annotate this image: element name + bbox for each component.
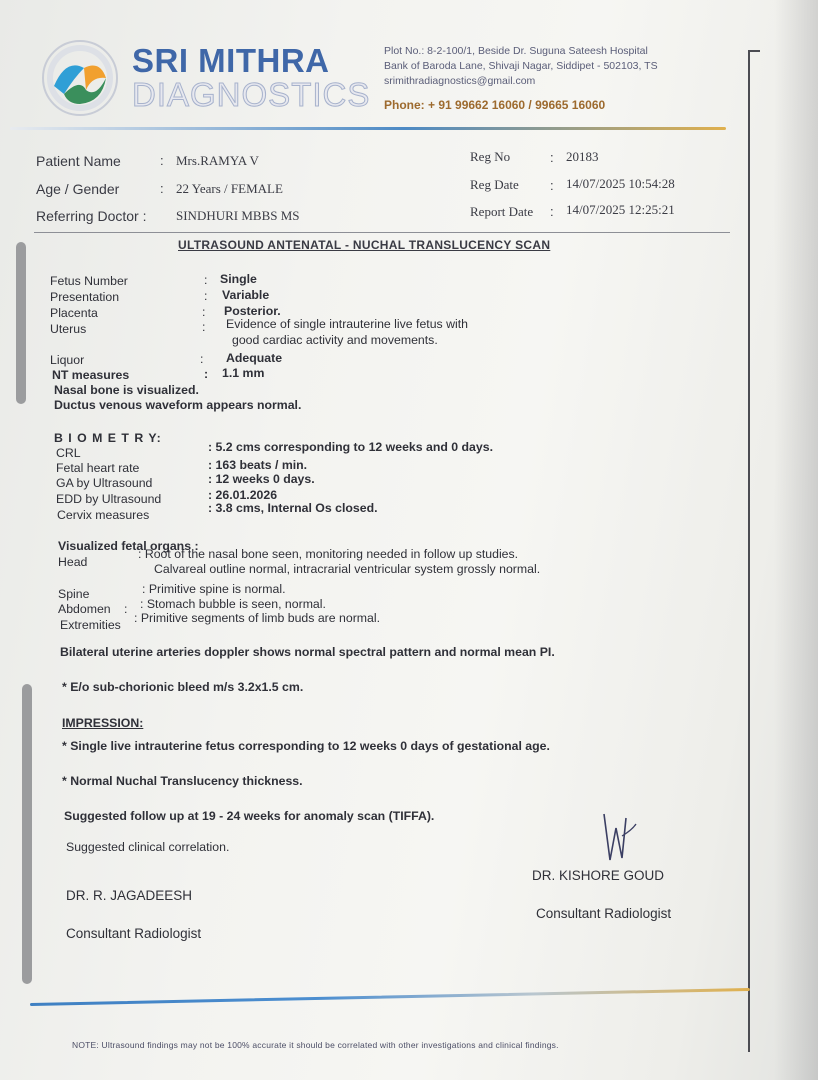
colon: : (202, 305, 206, 319)
edd-value-text: 26.01.2026 (215, 488, 278, 502)
presentation-label: Presentation (50, 290, 120, 304)
extremities-label: Extremities (60, 618, 121, 632)
report-date-label: Report Date (470, 204, 534, 219)
page-border-mark (748, 50, 760, 1052)
left-doctor-name: DR. R. JAGADEESH (66, 888, 193, 903)
placenta-value: Posterior. (224, 304, 281, 318)
footer-note: NOTE: Ultrasound findings may not be 100% accurate it should be correlated with other investigations and clinical findings. (72, 1040, 559, 1050)
abdomen-value: : Stomach bubble is seen, normal. (140, 597, 326, 611)
edd-label: EDD by Ultrasound (56, 492, 162, 506)
page-shadow (774, 0, 818, 1080)
right-doctor-name: DR. KISHORE GOUD (532, 868, 665, 883)
right-doctor-title: Consultant Radiologist (536, 906, 672, 921)
binder-clip-bottom (22, 684, 32, 984)
age-gender-value: 22 Years / FEMALE (176, 181, 283, 196)
cervix-label: Cervix measures (57, 508, 150, 522)
report-title: ULTRASOUND ANTENATAL - NUCHAL TRANSLUCENCY SCAN (178, 238, 551, 252)
reg-no-label: Reg No (470, 149, 511, 164)
ductus-venous-finding: Ductus venous waveform appears normal. (54, 398, 302, 412)
clinical-correlation: Suggested clinical correlation. (66, 840, 230, 854)
head-value-line-1: : Root of the nasal bone seen, monitoring needed in follow up studies. (138, 547, 519, 561)
colon: : (202, 320, 206, 334)
colon: : (200, 352, 204, 366)
spine-label: Spine (58, 587, 90, 601)
colon: : (124, 602, 128, 616)
biometry-heading: B I O M E T R Y: (54, 431, 162, 445)
colon: : (550, 150, 554, 165)
colon: : (204, 367, 209, 381)
impression-line-1: * Single live intrauterine fetus corresponding to 12 weeks 0 days of gestational age. (62, 739, 550, 753)
report-date-value: 14/07/2025 12:25:21 (566, 202, 675, 217)
colon: : (160, 181, 164, 196)
binder-clip-top (16, 242, 26, 404)
ga-label: GA by Ultrasound (56, 476, 153, 490)
brand-subtitle: DIAGNOSTICS (132, 76, 371, 113)
placenta-label: Placenta (50, 306, 98, 320)
patient-name-value: Mrs.RAMYA V (176, 153, 259, 168)
reg-date-value: 14/07/2025 10:54:28 (566, 176, 675, 191)
referring-doctor-value: SINDHURI MBBS MS (176, 208, 300, 223)
edd-value: : 26.01.2026 (208, 488, 278, 502)
reg-no-value: 20183 (566, 149, 599, 164)
extremities-value: : Primitive segments of limb buds are normal. (134, 611, 381, 625)
liquor-value: Adequate (226, 351, 283, 365)
ga-value: : 12 weeks 0 days. (208, 472, 315, 486)
follow-up-recommendation: Suggested follow up at 19 - 24 weeks for anomaly scan (TIFFA). (64, 809, 435, 823)
address-line-2: Bank of Baroda Lane, Shivaji Nagar, Siddipet - 502103, TS (384, 60, 658, 72)
email: srimithradiagnostics@gmail.com (384, 75, 536, 87)
signature-mark (596, 808, 644, 868)
fetal-heart-rate-text: 163 beats / min. (215, 458, 308, 472)
brand-name: SRI MITHRA (132, 42, 330, 79)
uterus-label: Uterus (50, 322, 87, 336)
impression-heading: IMPRESSION: (62, 716, 144, 730)
cervix-value: : 3.8 cms, Internal Os closed. (208, 501, 378, 515)
address-block (384, 44, 658, 89)
address-line-1: Plot No.: 8-2-100/1, Beside Dr. Suguna Sateesh Hospital (384, 45, 648, 57)
reg-date-label: Reg Date (470, 177, 519, 192)
colon: : (550, 204, 554, 219)
crl-value-text: 5.2 cms corresponding to 12 weeks and 0 days. (215, 440, 493, 454)
phone-number: Phone: + 91 99662 16060 / 99665 16060 (384, 98, 606, 112)
patient-info-divider (34, 232, 730, 233)
nasal-bone-finding: Nasal bone is visualized. (54, 383, 199, 397)
footer-divider (30, 988, 750, 1006)
header-divider (10, 127, 726, 130)
crl-value: : 5.2 cms corresponding to 12 weeks and 0 days. (208, 440, 493, 454)
patient-name-label: Patient Name (36, 153, 121, 169)
abdomen-label: Abdomen (58, 602, 111, 616)
ga-value-text: 12 weeks 0 days. (215, 472, 315, 486)
fetus-number-value: Single (220, 272, 257, 286)
fetal-heart-rate-value: : 163 beats / min. (208, 458, 308, 472)
left-doctor-title: Consultant Radiologist (66, 926, 202, 941)
nt-measures-label: NT measures (52, 368, 130, 382)
fetal-heart-rate-label: Fetal heart rate (56, 461, 140, 475)
subchorionic-bleed-finding: * E/o sub-chorionic bleed m/s 3.2x1.5 cm. (62, 680, 304, 694)
head-value-line-2: Calvareal outline normal, intracrarial ventricular system grossly normal. (154, 562, 541, 576)
visualized-organs-heading: Visualized fetal organs : (58, 539, 199, 553)
colon: : (204, 289, 208, 303)
spine-value: : Primitive spine is normal. (142, 582, 286, 596)
presentation-value: Variable (222, 288, 270, 302)
uterus-value-line-1: Evidence of single intrauterine live fetus with (226, 317, 468, 331)
referring-doctor-label: Referring Doctor : (36, 208, 147, 224)
uterus-value-line-2: good cardiac activity and movements. (232, 333, 438, 347)
cervix-value-text: 3.8 cms, Internal Os closed. (215, 501, 378, 515)
colon: : (550, 178, 554, 193)
sri-mithra-logo-icon (40, 38, 120, 118)
age-gender-label: Age / Gender (36, 181, 120, 197)
fetus-number-label: Fetus Number (50, 274, 128, 288)
head-label: Head (58, 555, 88, 569)
doppler-finding: Bilateral uterine arteries doppler shows normal spectral pattern and normal mean PI. (60, 645, 555, 659)
nt-measures-value: 1.1 mm (222, 366, 265, 380)
liquor-label: Liquor (50, 353, 85, 367)
colon: : (160, 153, 164, 168)
crl-label: CRL (56, 446, 81, 460)
impression-line-2: * Normal Nuchal Translucency thickness. (62, 774, 303, 788)
colon: : (204, 273, 208, 287)
